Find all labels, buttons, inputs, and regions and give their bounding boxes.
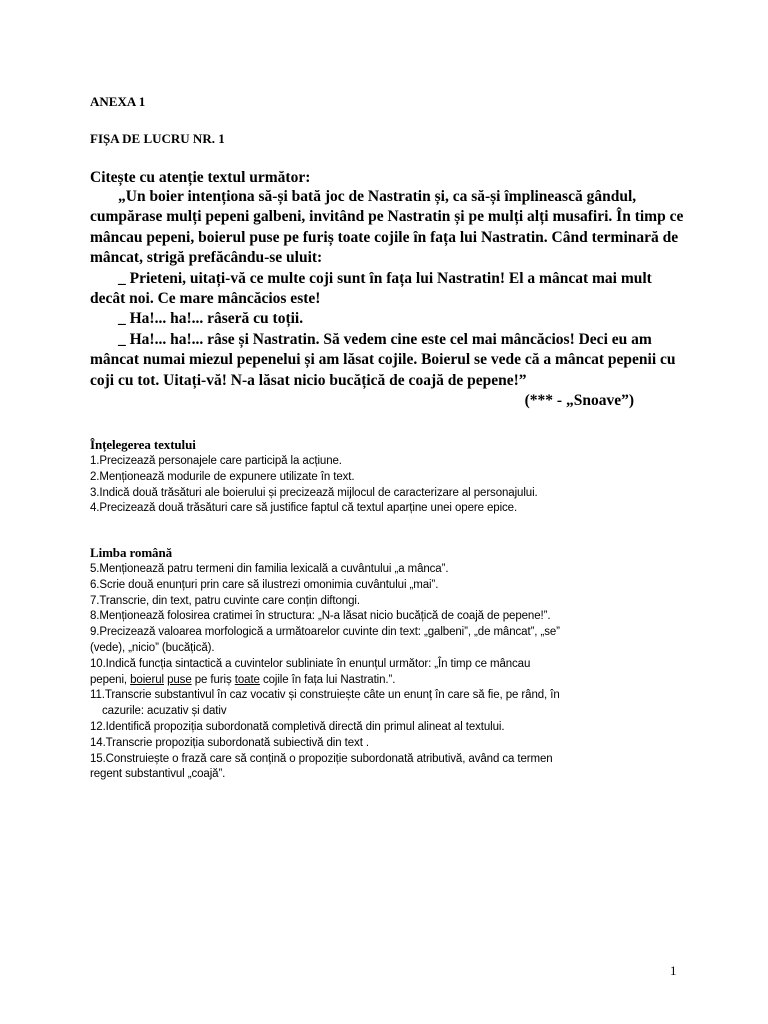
- question-item: 14.Transcrie propoziția subordonată subiectivă din text .: [90, 736, 369, 749]
- question-text: cojile în fața lui Nastratin.”.: [262, 673, 396, 686]
- question-item: 4.Precizează două trăsături care să justifice faptul că textul aparține unei opere epice.: [90, 502, 518, 515]
- story-paragraph: _ Prieteni, uitați-vă ce multe coji sunt în fața lui Nastratin! El a mâncat mai mult decât noi. Ce mare mâncăcios este!: [90, 269, 652, 308]
- question-item: 7.Transcrie, din text, patru cuvinte care conțin diftongi.: [90, 594, 360, 607]
- comprehension-section: [90, 437, 650, 517]
- question-item: 3.Indică două trăsături ale boierului și precizează mijlocul de caracterizare al personajului.: [90, 486, 538, 499]
- question-item: 5.Menționează patru termeni din familia lexicală a cuvântului „a mânca”.: [90, 563, 449, 575]
- question-item-continuation: (vede), „nicio” (bucățică).: [90, 641, 215, 654]
- story-text: [90, 187, 690, 411]
- question-item-continuation: [90, 673, 650, 689]
- question-item: 1.Precizează personajele care participă la acțiune.: [90, 455, 342, 467]
- question-item: 10.Indică funcția sintactică a cuvintelor subliniate în enunțul următor: „În timp ce mâncau: [90, 657, 531, 670]
- worksheet-heading: FIȘA DE LUCRU NR. 1: [90, 131, 225, 146]
- underlined-word: toate: [234, 673, 260, 686]
- question-item-continuation: cazurile: acuzativ și dativ: [102, 705, 227, 718]
- question-item: 12.Identifică propoziția subordonată completivă directă din primul alineat al textului.: [90, 720, 505, 733]
- story-paragraph: _ Ha!... ha!... râseră cu toții.: [118, 310, 304, 328]
- underlined-word: puse: [167, 673, 192, 686]
- reading-instruction: Citește cu atenție textul următor:: [90, 169, 311, 186]
- question-item: 9.Precizează valoarea morfologică a următoarelor cuvinte din text: „galbeni”, „de mâncat”, „se”: [90, 626, 560, 639]
- question-item-continuation: regent substantivul „coajă”.: [90, 768, 226, 781]
- story-source: (*** - „Snoave”): [524, 392, 634, 410]
- story-paragraph: „Un boier intenționa să-și bată joc de Nastratin și, ca să-și împlinească gândul, cumpărase mulți pepeni galbeni, invitând pe Nastratin și pe mulți alți musafiri. În timp ce mâncau pepeni, boierul puse pe furiș toate cojile în fața lui Nastratin. Când terminară de mâncat, strigă prefăcându-se uluit:: [90, 188, 684, 267]
- question-item: 6.Scrie două enunțuri prin care să ilustrezi omonimia cuvântului „mai”.: [90, 578, 439, 591]
- question-text: pepeni,: [90, 673, 128, 686]
- annex-heading: ANEXA 1: [90, 94, 146, 109]
- underlined-word: boierul: [130, 673, 164, 686]
- story-paragraph: _ Ha!... ha!... râse și Nastratin. Să vedem cine este cel mai mâncăcios! Deci eu am mâncat numai miezul pepenelui și am lăsat cojile. Boierul se vede că a mâncat pepenii cu coji cu tot. Uitați-vă! N-a lăsat nicio bucățică de coajă de pepene!”: [90, 330, 676, 389]
- page-number: 1: [670, 963, 677, 978]
- question-item: 11.Transcrie substantivul în caz vocativ și construiește câte un enunț în care să fie, pe rând, în: [90, 689, 560, 702]
- question-item: 2.Menționează modurile de expunere utilizate în text.: [90, 470, 355, 483]
- comprehension-title: Înțelegerea textului: [90, 437, 196, 452]
- question-item: 15.Construiește o frază care să conțină o propoziție subordonată atributivă, având ca termen: [90, 752, 553, 765]
- language-section: [90, 545, 650, 783]
- question-text: pe furiș: [194, 673, 232, 686]
- language-title: Limba română: [90, 545, 172, 560]
- question-item: 8.Menționează folosirea cratimei în structura: „N-a lăsat nicio bucățică de coajă de pepene!”.: [90, 610, 551, 623]
